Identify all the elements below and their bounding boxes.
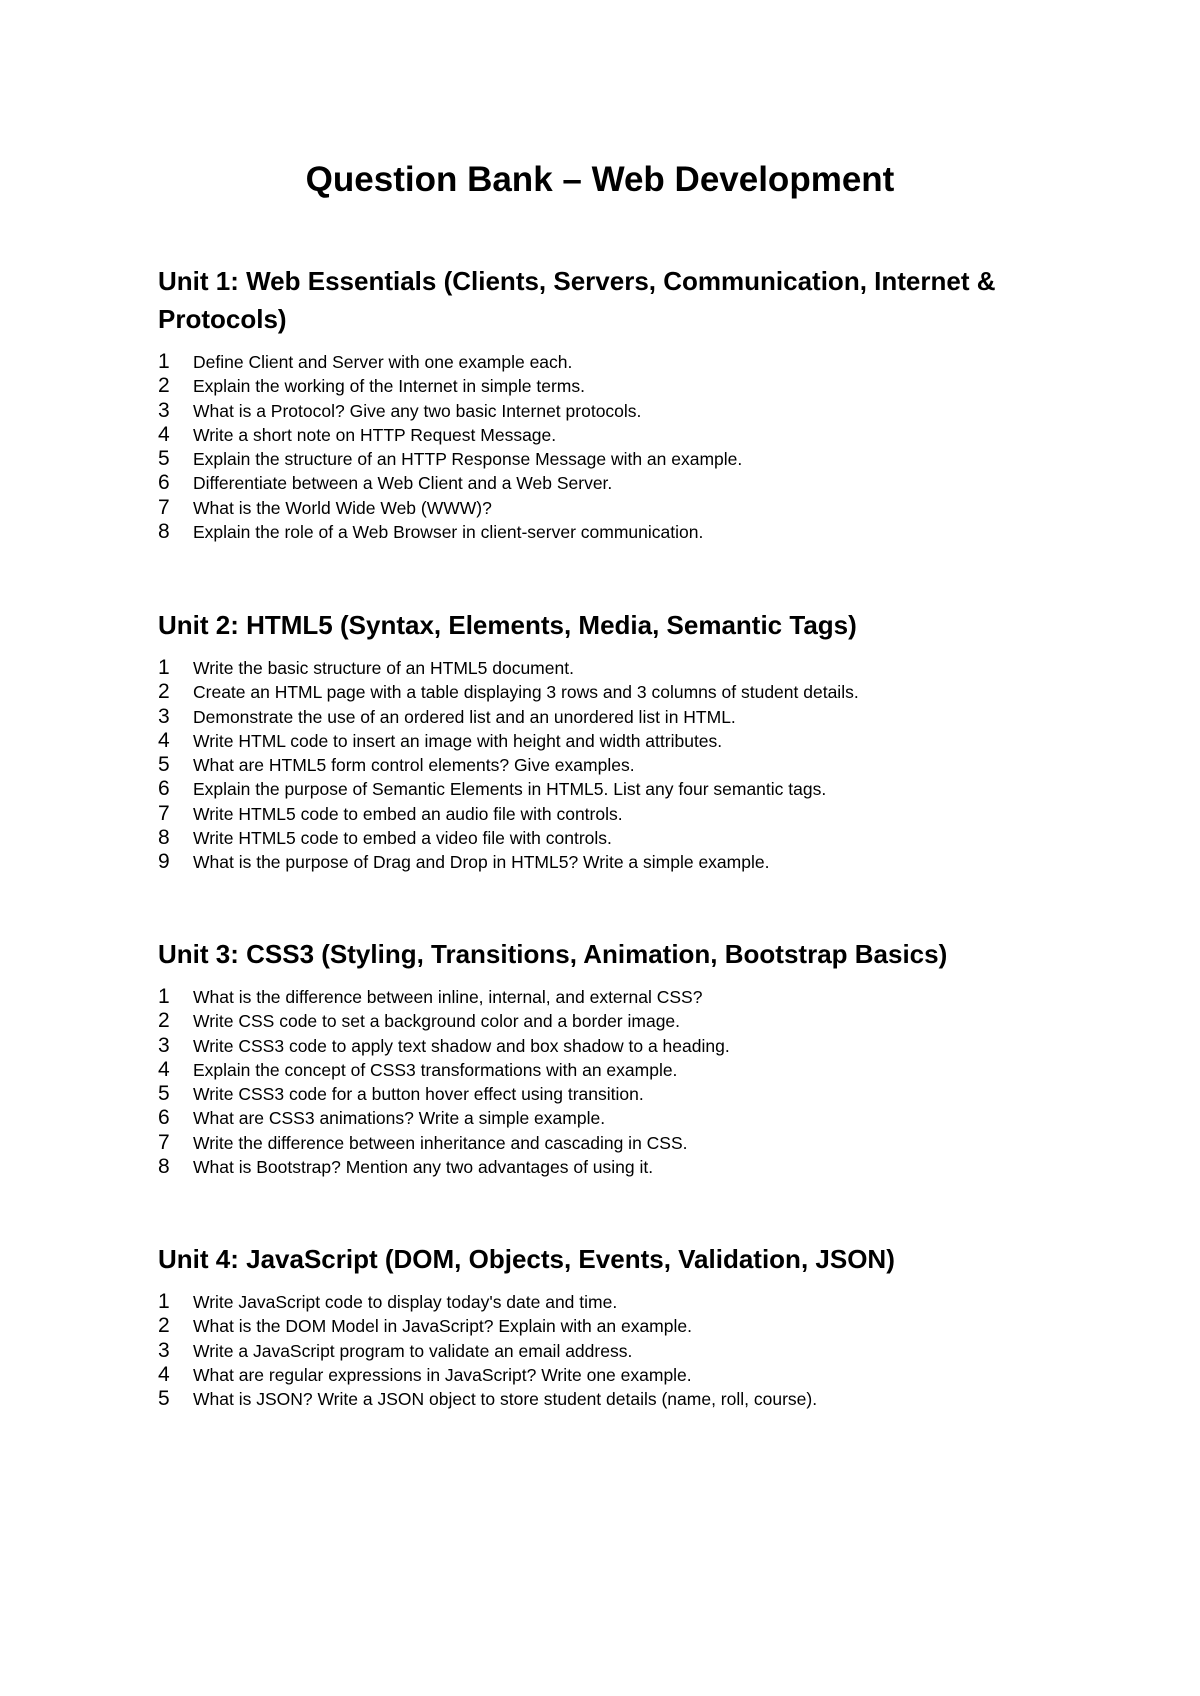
question-item <box>158 374 1058 398</box>
question-number: 4 <box>158 422 170 446</box>
question-number: 5 <box>158 1387 170 1411</box>
question-item <box>158 1363 1058 1387</box>
question-text: What is Bootstrap? Mention any two advantages of using it. <box>193 1157 654 1178</box>
question-item <box>158 471 1058 495</box>
question-text: Write HTML code to insert an image with height and width attributes. <box>193 730 723 751</box>
question-item <box>158 399 1058 423</box>
question-number: 3 <box>158 1338 170 1362</box>
question-item <box>158 802 1058 826</box>
unit-heading: Unit 1: Web Essentials (Clients, Servers, Communication, Internet & Protocols) <box>158 266 996 334</box>
question-number: 1 <box>158 350 170 373</box>
question-text: Write CSS3 code for a button hover effect using transition. <box>193 1084 644 1105</box>
question-item <box>158 1058 1058 1082</box>
unit-heading: Unit 2: HTML5 (Syntax, Elements, Media, Semantic Tags) <box>158 610 857 640</box>
question-number: 2 <box>158 680 170 704</box>
question-number: 6 <box>158 1106 170 1130</box>
question-text: What is the purpose of Drag and Drop in HTML5? Write a simple example. <box>193 852 770 873</box>
question-text: Write HTML5 code to embed a video file with controls. <box>193 828 612 849</box>
question-text: Explain the working of the Internet in simple terms. <box>193 376 585 397</box>
question-number: 8 <box>158 1155 170 1179</box>
question-item <box>158 350 1058 374</box>
question-item <box>158 1034 1058 1058</box>
question-number: 3 <box>158 1033 170 1057</box>
question-text: Define Client and Server with one example each. <box>193 352 573 372</box>
question-item <box>158 1314 1058 1338</box>
unit-section <box>158 606 1058 875</box>
question-number: 4 <box>158 1057 170 1081</box>
question-item <box>158 1339 1058 1363</box>
question-number: 2 <box>158 374 170 398</box>
document-title: Question Bank – Web Development <box>305 160 895 199</box>
question-number: 2 <box>158 1009 170 1033</box>
question-item <box>158 496 1058 520</box>
question-item <box>158 680 1058 704</box>
question-list <box>158 1290 1058 1411</box>
question-text: What is the World Wide Web (WWW)? <box>193 497 492 518</box>
question-list <box>158 985 1058 1179</box>
question-text: Explain the concept of CSS3 transformations with an example. <box>193 1059 678 1080</box>
question-item <box>158 1106 1058 1130</box>
question-number: 5 <box>158 1082 170 1106</box>
question-number: 1 <box>158 656 170 679</box>
question-item <box>158 850 1058 874</box>
question-text: What are CSS3 animations? Write a simple example. <box>193 1108 606 1129</box>
question-item <box>158 520 1058 544</box>
question-text: Differentiate between a Web Client and a Web Server. <box>193 473 613 494</box>
question-list <box>158 350 1058 544</box>
question-item <box>158 423 1058 447</box>
unit-section <box>158 262 1058 544</box>
question-text: Create an HTML page with a table displaying 3 rows and 3 columns of student details. <box>193 682 859 703</box>
question-item <box>158 656 1058 680</box>
question-list <box>158 656 1058 875</box>
question-text: Write the basic structure of an HTML5 document. <box>193 658 574 678</box>
question-number: 5 <box>158 753 170 777</box>
question-item <box>158 826 1058 850</box>
question-number: 1 <box>158 985 170 1008</box>
question-text: Write a short note on HTTP Request Message. <box>193 424 557 445</box>
question-item <box>158 1155 1058 1179</box>
question-number: 3 <box>158 398 170 422</box>
question-number: 8 <box>158 826 170 850</box>
question-number: 3 <box>158 704 170 728</box>
question-text: What are regular expressions in JavaScript? Write one example. <box>193 1364 692 1385</box>
question-item <box>158 447 1058 471</box>
question-number: 4 <box>158 728 170 752</box>
question-text: What is the DOM Model in JavaScript? Explain with an example. <box>193 1316 692 1337</box>
question-number: 8 <box>158 520 170 544</box>
unit-section <box>158 1240 1058 1411</box>
question-number: 6 <box>158 777 170 801</box>
question-item <box>158 729 1058 753</box>
question-item <box>158 1082 1058 1106</box>
unit-heading: Unit 4: JavaScript (DOM, Objects, Events, Validation, JSON) <box>158 1244 895 1274</box>
question-number: 7 <box>158 801 170 825</box>
question-number: 4 <box>158 1362 170 1386</box>
question-text: Write the difference between inheritance and cascading in CSS. <box>193 1132 688 1153</box>
question-item <box>158 985 1058 1009</box>
question-text: Write CSS code to set a background color and a border image. <box>193 1011 681 1032</box>
question-item <box>158 1131 1058 1155</box>
question-item <box>158 753 1058 777</box>
question-number: 1 <box>158 1290 170 1313</box>
question-text: What is a Protocol? Give any two basic Internet protocols. <box>193 400 642 421</box>
question-text: What are HTML5 form control elements? Give examples. <box>193 755 635 776</box>
unit-section <box>158 935 1058 1179</box>
question-item <box>158 777 1058 801</box>
unit-heading: Unit 3: CSS3 (Styling, Transitions, Animation, Bootstrap Basics) <box>158 939 948 969</box>
question-item <box>158 705 1058 729</box>
question-text: Write JavaScript code to display today's date and time. <box>193 1292 618 1312</box>
question-text: What is the difference between inline, internal, and external CSS? <box>193 987 703 1007</box>
question-text: Demonstrate the use of an ordered list and an unordered list in HTML. <box>193 706 736 727</box>
question-text: What is JSON? Write a JSON object to store student details (name, roll, course). <box>193 1389 818 1410</box>
question-number: 2 <box>158 1314 170 1338</box>
question-text: Explain the structure of an HTTP Response Message with an example. <box>193 449 743 470</box>
question-item <box>158 1009 1058 1033</box>
question-text: Write CSS3 code to apply text shadow and box shadow to a heading. <box>193 1035 730 1056</box>
question-text: Explain the purpose of Semantic Elements in HTML5. List any four semantic tags. <box>193 779 827 800</box>
question-number: 9 <box>158 850 170 874</box>
question-number: 6 <box>158 471 170 495</box>
question-item <box>158 1290 1058 1314</box>
question-text: Write HTML5 code to embed an audio file with controls. <box>193 803 623 824</box>
question-number: 7 <box>158 495 170 519</box>
question-number: 5 <box>158 447 170 471</box>
question-item <box>158 1387 1058 1411</box>
question-text: Explain the role of a Web Browser in client-server communication. <box>193 522 704 543</box>
question-text: Write a JavaScript program to validate an email address. <box>193 1340 633 1361</box>
question-number: 7 <box>158 1130 170 1154</box>
